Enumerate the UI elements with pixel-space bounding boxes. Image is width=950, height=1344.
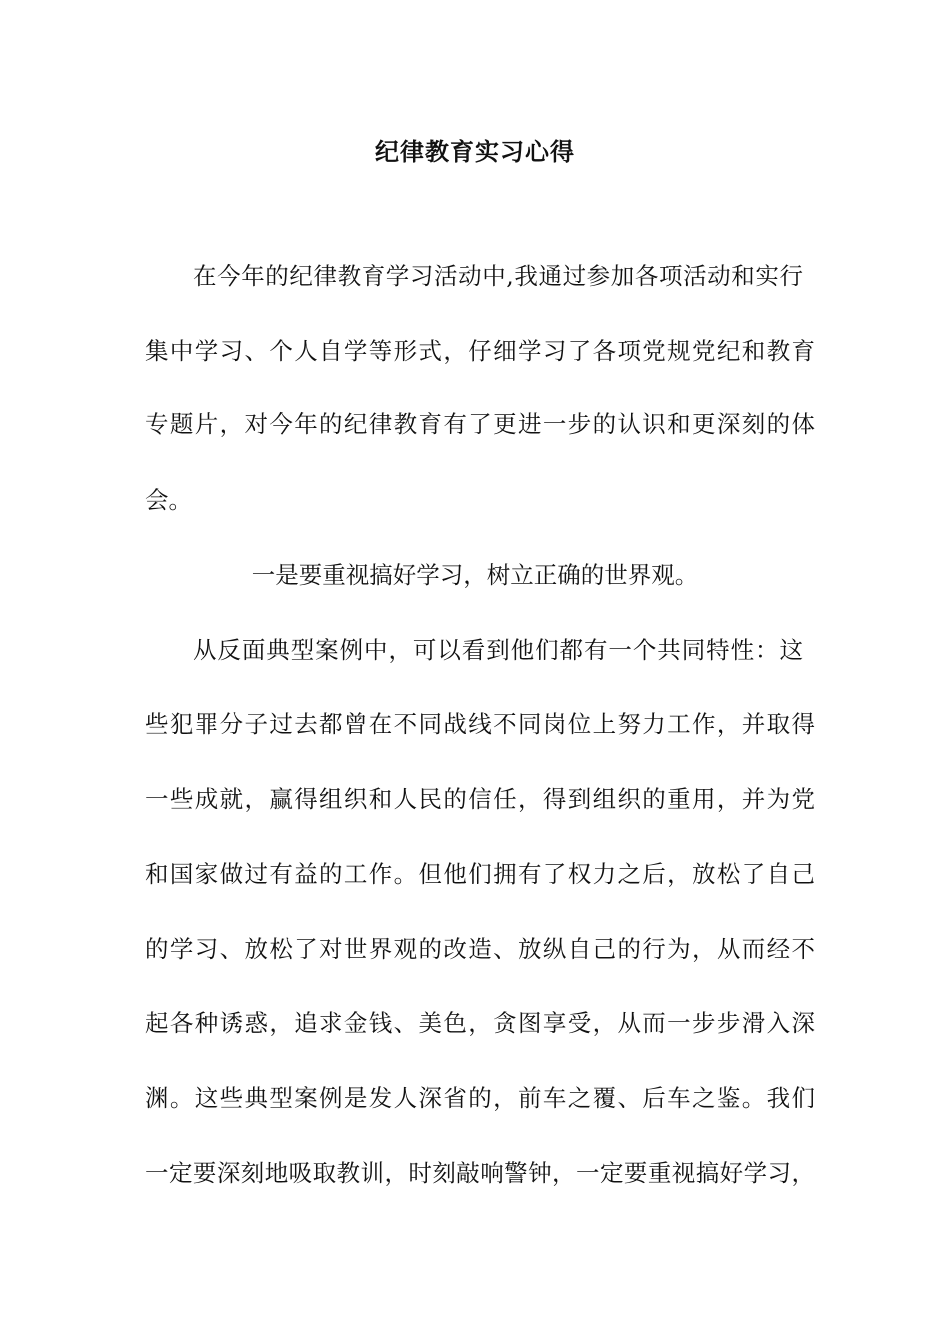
paragraph-1-line-1: 在今年的纪律教育学习活动中,我通过参加各项活动和实行 [193,262,803,290]
paragraph-1-line-3: 专题片，对今年的纪律教育有了更进一步的认识和更深刻的体 [145,410,815,438]
paragraph-2-line-7: 渊。这些典型案例是发人深省的，前车之覆、后车之鉴。我们 [145,1084,815,1112]
paragraph-1-line-4: 会。 [145,486,192,514]
paragraph-1-line-2: 集中学习、个人自学等形式，仔细学习了各项党规党纪和教育 [145,337,815,365]
paragraph-2-line-8: 一定要深刻地吸取教训，时刻敲响警钟，一定要重视搞好学习， [145,1159,815,1187]
paragraph-2-line-5: 的学习、放松了对世界观的改造、放纵自己的行为，从而经不 [145,935,815,963]
paragraph-2-line-6: 起各种诱惑，追求金钱、美色，贪图享受，从而一步步滑入深 [145,1009,815,1037]
paragraph-2-line-1: 从反面典型案例中，可以看到他们都有一个共同特性：这 [193,636,803,664]
paragraph-2-line-3: 一些成就，赢得组织和人民的信任，得到组织的重用，并为党 [145,785,815,813]
paragraph-2-line-2: 些犯罪分子过去都曾在不同战线不同岗位上努力工作，并取得 [145,710,815,738]
document-title: 纪律教育实习心得 [375,137,575,166]
paragraph-2-line-4: 和国家做过有益的工作。但他们拥有了权力之后，放松了自己 [145,860,815,888]
section-heading: 一是要重视搞好学习，树立正确的世界观。 [251,561,699,589]
